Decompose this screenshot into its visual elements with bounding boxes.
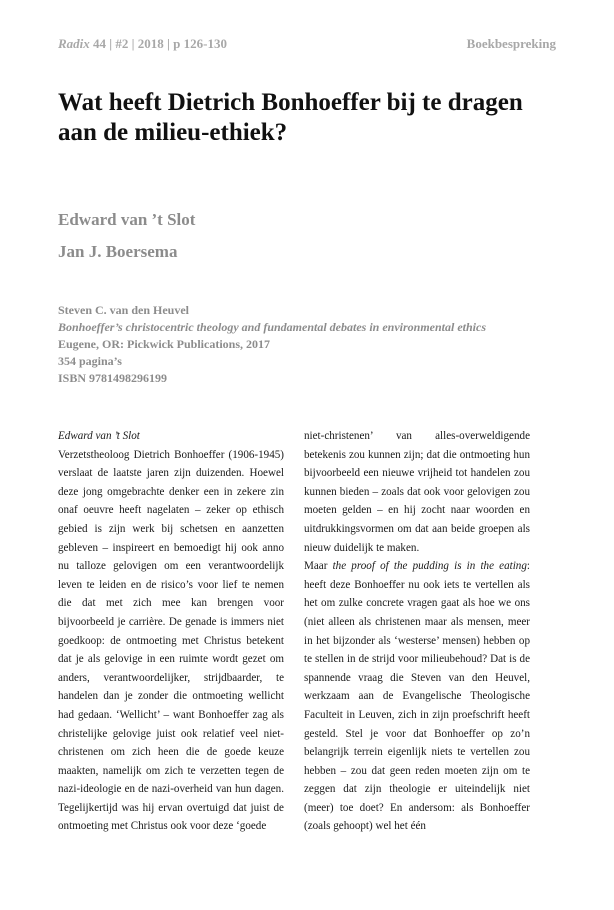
body-paragraph: niet-christenen’ van alles-overweldigende betekenis zou kunnen zijn; dat die ontmoeting hun bijvoorbeeld een nieuwe vrijheid tot handelen zou kunnen bieden – zoals dat ook voor gelovigen zou moeten gelden – en hij zocht naar woorden en uitdrukkingsvormen om dat aan beide groepen als nieuw duidelijk te maken. (304, 430, 530, 554)
book-title: Bonhoeffer’s christocentric theology and fundamental debates in environmental ethics (58, 320, 487, 334)
book-pages: 354 pagina’s (58, 354, 122, 368)
italic-phrase: the proof of the pudding is in the eating (332, 560, 527, 573)
book-publisher: Eugene, OR: Pickwick Publications, 2017 (58, 337, 271, 351)
article-title: Wat heeft Dietrich Bonhoeffer bij te dragen aan de milieu-ethiek? (58, 89, 523, 146)
journal-name: Radix (58, 36, 90, 51)
issue-pages: 44 | #2 | 2018 | p 126-130 (89, 36, 227, 51)
body-paragraph: Verzetstheoloog Dietrich Bonhoeffer (1906-1945) verslaat de laatste jaren zijn duizenden. Hoewel deze jong omgebrachte denker een in zekere zin onaf oeuvre heeft nagelaten – zeker op ethisch gebied is zijn werk bij schetsen en aanzetten gebleven – inspireert en bemoedigt hij ook anno nu talloze gelovigen om een verantwoordelijk leven te leiden en de risico’s voor lief te nemen die dat met zich mee kan brengen voor bijvoorbeeld je carrière. De genade is immers niet goedkoop: de ontmoeting met Christus betekent dat je als gelovige in een ruimte wordt gezet om anders, verantwoordelijker, strijdbaarder, te handelen dan je zonder die ontmoeting wellicht had gedaan. ‘Wellicht’ – want Bonhoeffer zag als christelijke gelovige juist ook relatief veel niet-christenen om zich heen die de goede keuze maakten, namelijk om zich te verzetten tegen de nazi-ideologie en de nazi-overheid van hun dagen. Tegelijkertijd was hij ervan overtuigd dat juist de ontmoeting met Christus ook voor deze ‘goede (58, 448, 284, 833)
journal-citation (58, 36, 227, 52)
book-author: Steven C. van den Heuvel (58, 303, 190, 317)
reviewed-book-info (58, 302, 528, 387)
paragraph-text: : heeft deze Bonhoeffer nu ook iets te vertellen als het om zulke concrete vragen gaat als hoe we ons (niet alleen als christenen maar als mensen, meer in het bijzonder als ‘westerse’ mensen) hebben op te stellen in de strijd voor milieubehoud? Dat is de spannende vraag die Steven van den Heuvel, werkzaam aan de Evangelische Theologische Faculteit in Leuven, zich in zijn proefschrift heeft gesteld. Stel je voor dat Bonhoeffer op zo’n belangrijk terrein eigenlijk niets te vertellen zou hebben – zou dat geen reden moeten zijn om te zeggen dat zijn theologie er uiteindelijk niet (meer) toe doet? En andersom: als Bonhoeffer (zoals gehoopt) wel het één (304, 560, 530, 833)
running-header (58, 36, 556, 52)
section-label: Boekbespreking (466, 36, 556, 51)
body-column-left (58, 427, 284, 836)
book-isbn: ISBN 9781498296199 (58, 371, 168, 385)
paragraph-lead: Maar (304, 560, 333, 573)
author-name: Edward van ’t Slot (58, 210, 196, 229)
body-column-right (304, 427, 530, 836)
review-byline: Edward van ’t Slot (58, 430, 140, 442)
body-paragraph (304, 557, 530, 836)
author-list (58, 204, 195, 268)
author-name: Jan J. Boersema (58, 242, 178, 261)
